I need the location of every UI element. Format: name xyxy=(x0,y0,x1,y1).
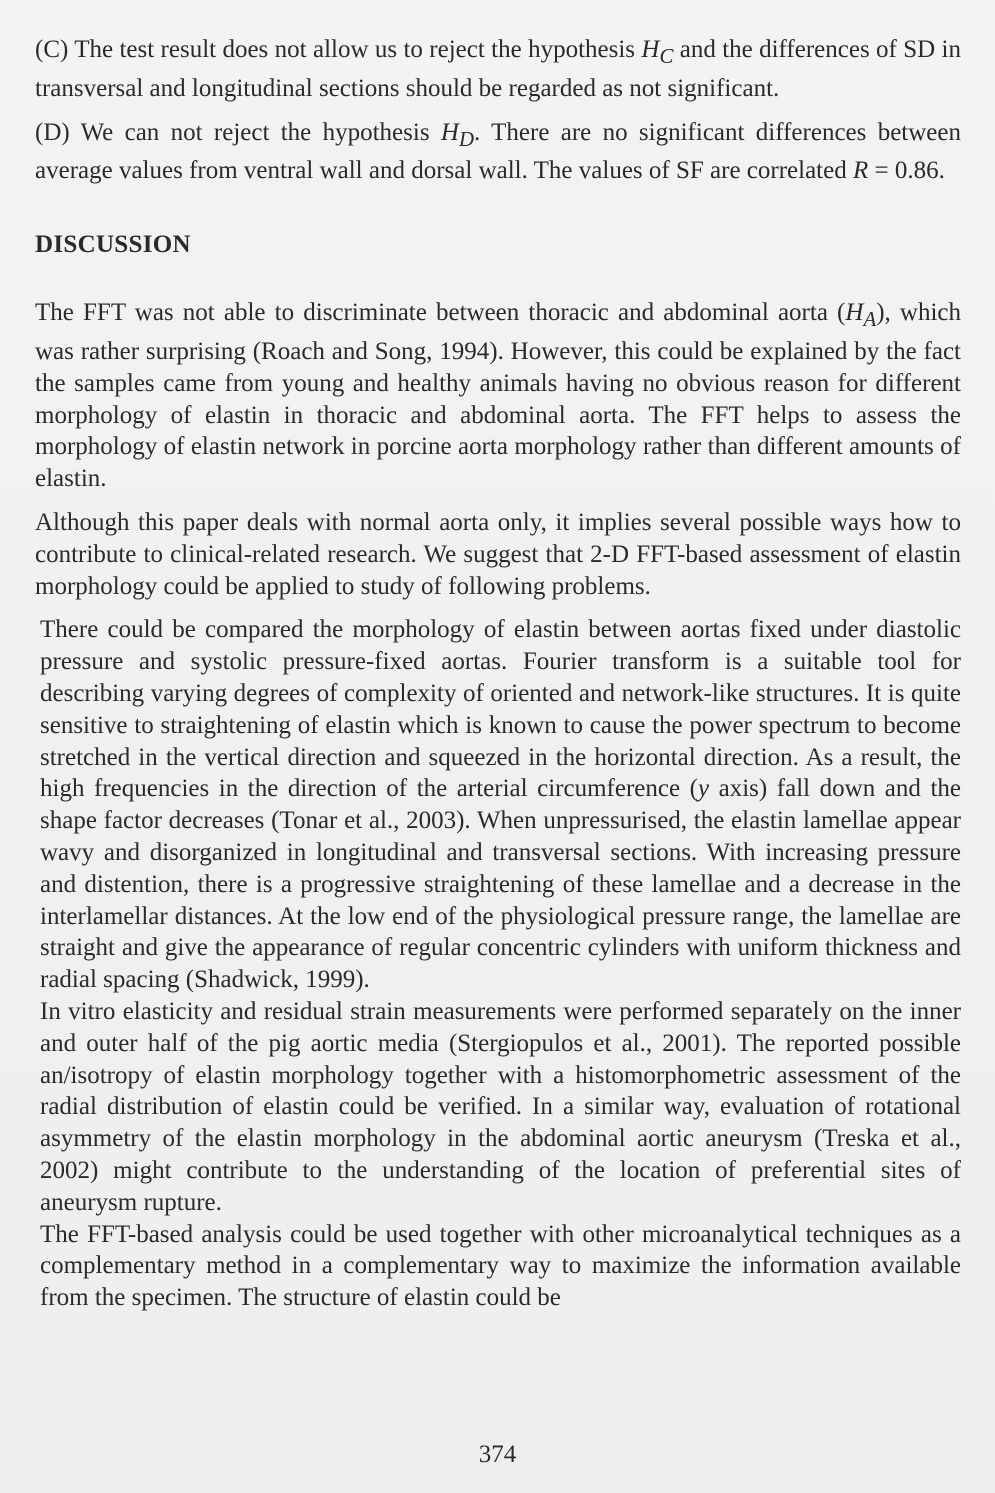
correlation-symbol: R xyxy=(852,157,869,185)
paragraph-d: (D) We can not reject the hypothesis $H_D$. There are no significant differences between average values from ventral wall and dorsal wall. The values of SF are correlated R = 0.86. xyxy=(35,118,961,185)
discussion-paragraph-3: There could be compared the morphology of elastin between aortas fixed under diastolic pressure and systolic pressure-fixed aortas. Fourier transform is a suitable tool for describing varying degrees of complexity of oriented and network-like structures. It is quite sensitive to straightening of elastin which is known to cause the power spectrum to become stretched in the vertical direction and squeezed in the horizontal direction. As a result, the high frequencies in the direction of the arterial circumference (y axis) fall down and the shape factor decreases (Tonar et al., 2003). When unpressurised, the elastin lamellae appear wavy and disorganized in longitudinal and transversal sections. With increasing pressure and distention, there is a progressive straightening of these lamellae and a decrease in the interlamellar distances. At the low end of the physiological pressure range, the lamellae are straight and give the appearance of regular concentric cylinders with uniform thickness and radial spacing (Shadwick, 1999). xyxy=(40,616,961,994)
paragraph-c: (C) The test result does not allow us to reject the hypothesis $H_C$ and the differences of SD in transversal and longitudinal sections should be regarded as not significant. xyxy=(35,36,962,102)
hypothesis-symbol: $H_C$ xyxy=(641,36,674,68)
discussion-paragraph-4: In vitro elasticity and residual strain measurements were performed separately on the inner and outer half of the pig aortic media (Stergiopulos et al., 2001). The reported possible an/isotropy of elastin morphology together with a histomorphometric assessment of the radial distribution of elastin could be verified. In a similar way, evaluation of rotational asymmetry of the elastin morphology in the abdominal aortic aneurysm (Treska et al., 2002) might contribute to the understanding of the location of preferential sites of aneurysm rupture. xyxy=(40,997,961,1216)
discussion-paragraph-2: Although this paper deals with normal aorta only, it implies several possible ways how to contribute to clinical-related research. We suggest that 2-D FFT-based assessment of elastin morphology could be applied to study of following problems. xyxy=(35,508,961,600)
hypothesis-symbol: $H_A$ xyxy=(845,299,877,332)
page-number: 374 xyxy=(478,1441,517,1468)
axis-symbol: y xyxy=(697,775,710,803)
discussion-paragraph-1: The FFT was not able to discriminate between thoracic and abdominal aorta $(H_A)$, which was rather surprising (Roach and Song, 1994). However, this could be explained by the fact the samples came from young and healthy animals having no obvious reason for different morphology of elastin in thoracic and abdominal aorta. The FFT helps to assess the morphology of elastin network in porcine aorta morphology rather than different amounts of elastin. xyxy=(35,299,962,493)
hypothesis-symbol: $H_D$ xyxy=(440,118,474,151)
discussion-paragraph-5: The FFT-based analysis could be used together with other microanalytical techniques as a complementary method in a complementary way to maximize the information available from the specimen. The structure of elastin could be xyxy=(40,1220,961,1312)
section-heading: DISCUSSION xyxy=(35,231,191,259)
